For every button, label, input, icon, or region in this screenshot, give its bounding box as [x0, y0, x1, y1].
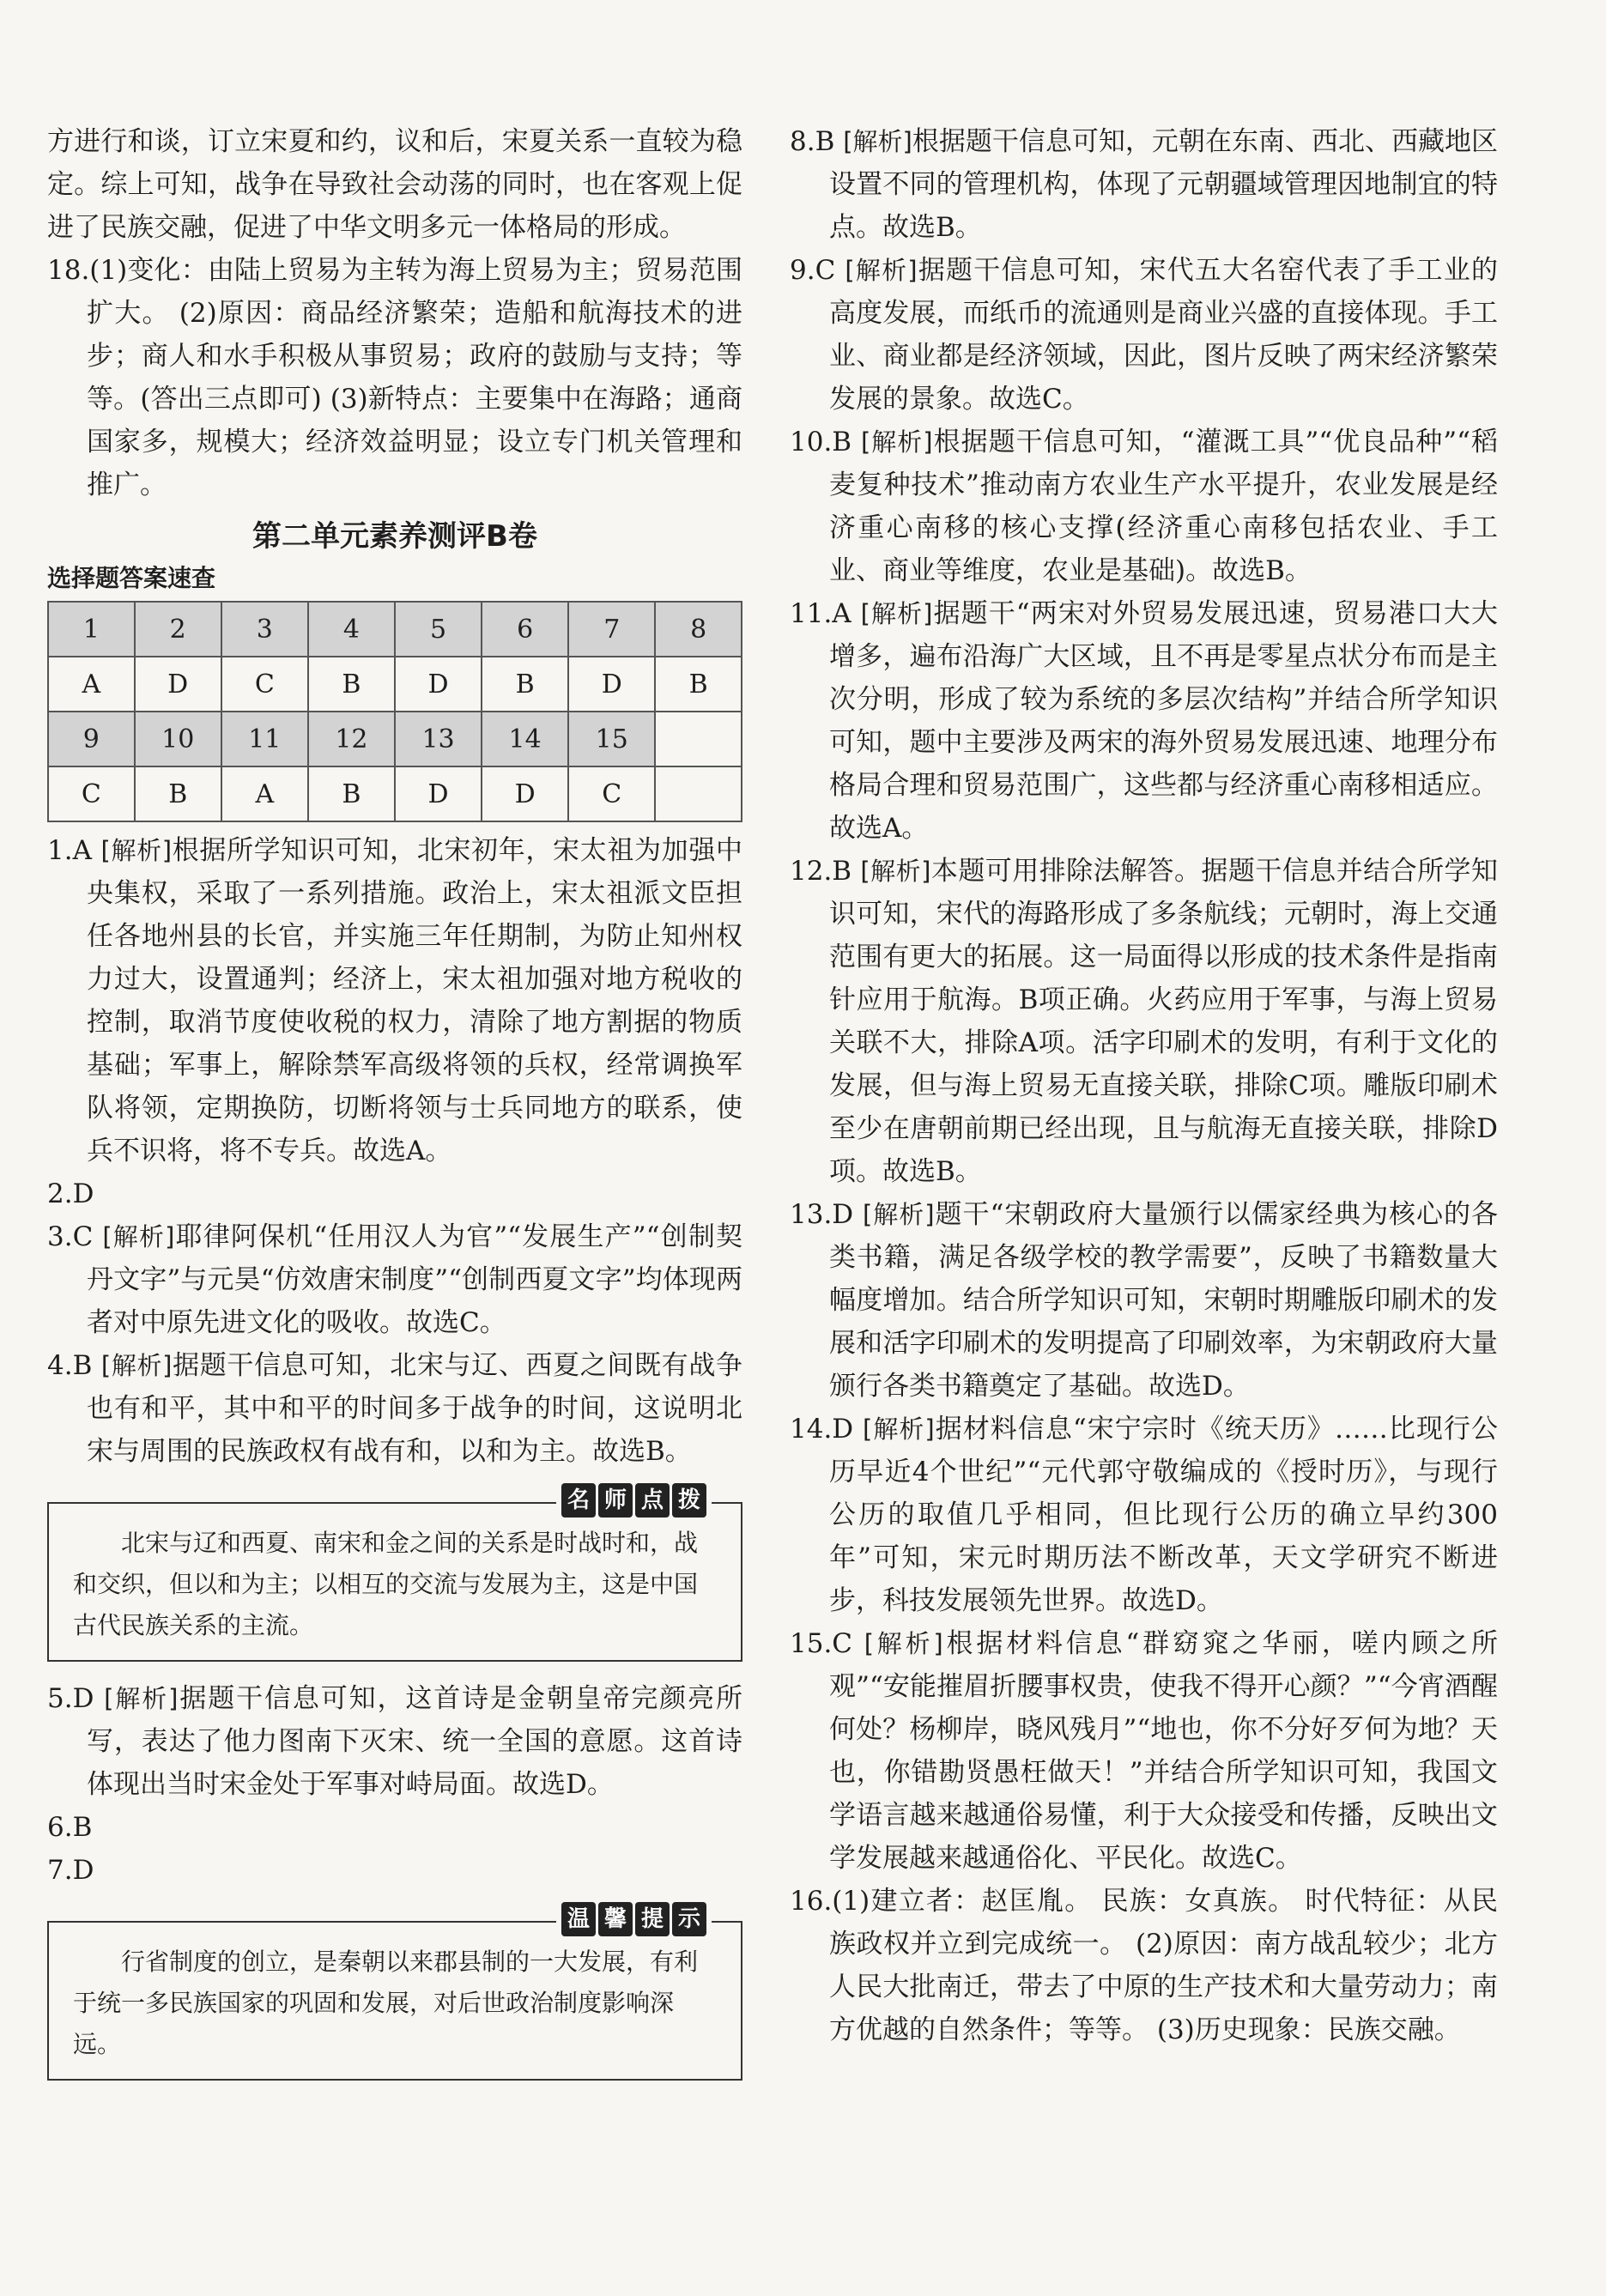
answer-14 [790, 1408, 1498, 1622]
answer-head: 3.C [47, 1221, 103, 1252]
analysis-tag: [解析] [863, 1200, 935, 1229]
table-row-numbers-1 [48, 602, 742, 657]
teacher-tip-text: 北宋与辽和西夏、南宋和金之间的关系是时战时和，战和交织，但以和为主；以相互的交流与发展为主，这是中国古代民族关系的主流。 [47, 1502, 742, 1662]
analysis-tag: [解析] [845, 256, 918, 285]
table-cell: 14 [482, 712, 568, 766]
answer-text: 据材料信息“宋宁宗时《统天历》……比现行公历早近4个世纪”“元代郭守敬编成的《授时历》，与现行公历的取值几乎相同，但比现行公历的确立早约300年”可知，宋元时期历法不断改革，天文学研究不断进步，科技发展领先世界。故选D。 [829, 1414, 1498, 1616]
table-cell: 12 [308, 712, 395, 766]
answer-text: 据题干“两宋对外贸易发展迅速，贸易港口大大增多，遍布沿海广大区域，且不再是零星点状分布而是主次分明，形成了较为系统的多层次结构”并结合所学知识可知，题中主要涉及两宋的海外贸易发展迅速、地理分布格局合理和贸易范围广，这些都与经济重心南移相适应。故选A。 [829, 598, 1498, 844]
table-row-answers-2 [48, 766, 742, 821]
intro-paragraph: 方进行和谈，订立宋夏和约，议和后，宋夏关系一直较为稳定。综上可知，战争在导致社会动荡的同时，也在客观上促进了民族交融，促进了中华文明多元一体格局的形成。 [47, 126, 742, 243]
analysis-tag: [解析] [864, 1629, 943, 1658]
table-cell: 3 [221, 602, 308, 657]
label-char: 示 [672, 1902, 706, 1936]
answer-head: 12.B [790, 856, 861, 887]
answer-11 [790, 592, 1498, 850]
answer-2: 2.D [47, 1178, 94, 1209]
warm-reminder-label [556, 1902, 712, 1936]
answer-3 [47, 1215, 742, 1344]
right-column [790, 120, 1498, 2051]
quick-answer-heading: 选择题答案速查 [47, 564, 216, 592]
table-cell: 1 [48, 602, 135, 657]
answer-head: 10.B [790, 427, 861, 457]
table-cell: 5 [395, 602, 482, 657]
answer-head: 11.A [790, 598, 861, 629]
answer-head: 1.A [47, 835, 101, 866]
answer-6: 6.B [47, 1812, 93, 1843]
table-cell: 15 [568, 712, 655, 766]
table-cell: 13 [395, 712, 482, 766]
label-char: 师 [598, 1483, 633, 1518]
warm-reminder-text: 行省制度的创立，是秦朝以来郡县制的一大发展，有利于统一多民族国家的巩固和发展，对后世政治制度影响深远。 [47, 1921, 742, 2081]
answer-text: 根据题干信息可知，元朝在东南、西北、西藏地区设置不同的管理机构，体现了元朝疆域管理因地制宜的特点。故选B。 [829, 126, 1498, 243]
analysis-tag: [解析] [100, 836, 173, 865]
table-cell: 2 [135, 602, 221, 657]
answer-head: 5.D [47, 1683, 105, 1714]
left-column [47, 120, 742, 2096]
answer-4 [47, 1344, 742, 1473]
answer-head: 14.D [790, 1414, 864, 1445]
analysis-tag: [解析] [860, 599, 933, 628]
answer-text: 本题可用排除法解答。据题干信息并结合所学知识可知，宋代的海路形成了多条航线；元朝时，海上交通范围有更大的拓展。这一局面得以形成的技术条件是指南针应用于航海。B项正确。火药应用于军事，与海上贸易关联不大，排除A项。活字印刷术的发明，有利于文化的发展，但与海上贸易无直接关联，排除C项。雕版印刷术至少在唐朝前期已经出现，且与航海无直接关联，排除D项。故选B。 [829, 856, 1498, 1187]
answer-15 [790, 1622, 1498, 1880]
answer-table [47, 601, 742, 822]
table-cell: D [135, 657, 221, 712]
analysis-tag: [解析] [100, 1351, 173, 1380]
label-char: 拨 [672, 1483, 706, 1518]
analysis-tag: [解析] [863, 1415, 935, 1444]
table-cell: A [221, 766, 308, 821]
answer-head: 4.B [47, 1350, 101, 1381]
answer-text: 耶律阿保机“任用汉人为官”“发展生产”“创制契丹文字”与元昊“仿效唐宋制度”“创制西夏文字”均体现两者对中原先进文化的吸收。故选C。 [87, 1221, 742, 1338]
teacher-tip [47, 1487, 742, 1662]
answer-7: 7.D [47, 1855, 94, 1886]
table-cell: 4 [308, 602, 395, 657]
answer-5 [47, 1677, 742, 1806]
table-cell: 7 [568, 602, 655, 657]
table-cell-empty [655, 766, 742, 821]
answer-text: 根据材料信息“群窈窕之华丽，嗟内顾之所观”“安能摧眉折腰事权贵，使我不得开心颜？”“今宵酒醒何处？杨柳岸，晓风残月”“地也，你不分好歹何为地？天也，你错勘贤愚枉做天！”并结合所学知识可知，我国文学语言越来越通俗易懂，利于大众接受和传播，反映出文学发展越来越通俗化、平民化。故选C。 [829, 1628, 1498, 1874]
answer-8 [790, 120, 1498, 249]
answer-text: 根据题干信息可知，“灌溉工具”“优良品种”“稻麦复种技术”推动南方农业生产水平提升，农业发展是经济重心南移的核心支撑(经济重心南移包括农业、手工业、商业等维度，农业是基础)。故选B。 [829, 427, 1498, 586]
table-cell: B [135, 766, 221, 821]
table-cell: D [395, 766, 482, 821]
answer-head: 13.D [790, 1199, 863, 1230]
analysis-tag: [解析] [860, 427, 933, 457]
table-cell: B [482, 657, 568, 712]
table-cell: 11 [221, 712, 308, 766]
analysis-tag: [解析] [843, 127, 912, 156]
answer-12 [790, 850, 1498, 1193]
analysis-tag: [解析] [860, 857, 931, 886]
table-cell: C [48, 766, 135, 821]
table-cell-empty [655, 712, 742, 766]
answer-head: 15.C [790, 1628, 864, 1659]
answer-1 [47, 829, 742, 1172]
answer-text: 根据所学知识可知，北宋初年，宋太祖为加强中央集权，采取了一系列措施。政治上，宋太祖派文臣担任各地州县的长官，并实施三年任期制，为防止知州权力过大，设置通判；经济上，宋太祖加强对地方税收的控制，取消节度使收税的权力，清除了地方割据的物质基础；军事上，解除禁军高级将领的兵权，经常调换军队将领，定期换防，切断将领与士兵同地方的联系，使兵不识将，将不专兵。故选A。 [87, 835, 742, 1166]
table-cell: D [482, 766, 568, 821]
table-cell: C [221, 657, 308, 712]
answer-18: 18.(1)变化：由陆上贸易为主转为海上贸易为主；贸易范围扩大。 (2)原因：商品经济繁荣；造船和航海技术的进步；商人和水手积极从事贸易；政府的鼓励与支持；等等。(答出三点即可) (3)新特点：主要集中在海路；通商国家多，规模大；经济效益明显；设立专门机关管理和推广。 [47, 255, 742, 500]
table-cell: 10 [135, 712, 221, 766]
answer-16: 16.(1)建立者：赵匡胤。 民族：女真族。 时代特征：从民族政权并立到完成统一。 (2)原因：南方战乱较少；北方人民大批南迁，带去了中原的生产技术和大量劳动力；南方优越的自然条件；等等。 (3)历史现象：民族交融。 [790, 1886, 1498, 2045]
table-cell: 8 [655, 602, 742, 657]
table-cell: 9 [48, 712, 135, 766]
table-row-answers-1 [48, 657, 742, 712]
answer-9 [790, 249, 1498, 421]
label-char: 点 [635, 1483, 670, 1518]
table-cell: C [568, 766, 655, 821]
table-cell: 6 [482, 602, 568, 657]
answer-13 [790, 1193, 1498, 1408]
label-char: 馨 [598, 1902, 633, 1936]
answer-head: 9.C [790, 255, 845, 286]
label-char: 温 [561, 1902, 596, 1936]
table-cell: B [308, 657, 395, 712]
table-cell: B [655, 657, 742, 712]
table-row-numbers-2 [48, 712, 742, 766]
answer-text: 据题干信息可知，宋代五大名窑代表了手工业的高度发展，而纸币的流通则是商业兴盛的直接体现。手工业、商业都是经济领域，因此，图片反映了两宋经济繁荣发展的景象。故选C。 [829, 255, 1498, 415]
label-char: 名 [561, 1483, 596, 1518]
section-title: 第二单元素养测评B卷 [252, 519, 537, 554]
answer-text: 题干“宋朝政府大量颁行以儒家经典为核心的各类书籍，满足各级学校的教学需要”，反映了书籍数量大幅度增加。结合所学知识可知，宋朝时期雕版印刷术的发展和活字印刷术的发明提高了印刷效率，为宋朝政府大量颁行各类书籍奠定了基础。故选D。 [829, 1199, 1498, 1402]
warm-reminder [47, 1906, 742, 2081]
table-cell: D [568, 657, 655, 712]
table-cell: A [48, 657, 135, 712]
teacher-tip-label [556, 1483, 712, 1518]
answer-10 [790, 421, 1498, 592]
answer-text: 据题干信息可知，这首诗是金朝皇帝完颜亮所写，表达了他力图南下灭宋、统一全国的意愿。这首诗体现出当时宋金处于军事对峙局面。故选D。 [87, 1683, 742, 1800]
table-cell: D [395, 657, 482, 712]
analysis-tag: [解析] [104, 1684, 179, 1713]
table-cell: B [308, 766, 395, 821]
analysis-tag: [解析] [102, 1222, 175, 1251]
label-char: 提 [635, 1902, 670, 1936]
answer-text: 据题干信息可知，北宋与辽、西夏之间既有战争也有和平，其中和平的时间多于战争的时间，这说明北宋与周围的民族政权有战有和，以和为主。故选B。 [87, 1350, 742, 1467]
answer-head: 8.B [790, 126, 844, 157]
